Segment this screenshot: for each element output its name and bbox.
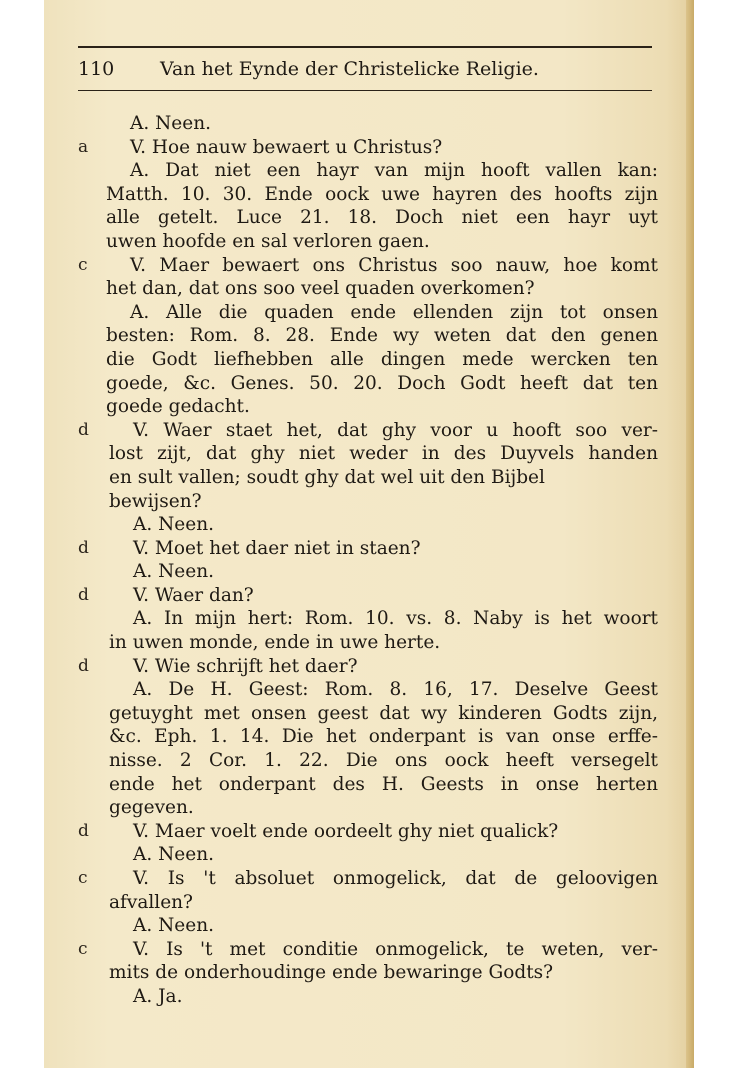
text-line (0, 136, 738, 160)
header-bottom-rule (78, 90, 652, 91)
line-text: lost zijt, dat ghy niet weder in des Duyvels handen (109, 443, 658, 465)
line-text: A. Neen. (130, 113, 212, 134)
text-line (0, 702, 738, 726)
text-line (0, 655, 738, 679)
line-text: goede, &c. Genes. 50. 20. Doch Godt heeft dat ten (106, 372, 658, 394)
margin-mark: d (78, 419, 89, 440)
running-title: Van het Eynde der Christelicke Religie. (160, 58, 539, 80)
line-text: in uwen monde, ende in uwe herte. (109, 632, 441, 654)
margin-mark: c (78, 868, 88, 888)
line-text: V. Waer dan? (133, 584, 254, 606)
text-line (0, 796, 738, 820)
text-line (0, 985, 738, 1009)
line-text: A. Neen. (133, 915, 215, 937)
line-text: A. De H. Geest: Rom. 8. 16, 17. Deselve Geest (133, 679, 658, 701)
margin-mark: c (78, 938, 88, 959)
line-text: A. Neen. (133, 561, 215, 583)
text-line (0, 490, 738, 514)
text-line (0, 914, 738, 938)
margin-mark: d (78, 655, 89, 676)
line-text: V. Wie schrijft het daer? (133, 655, 358, 677)
text-line (0, 678, 738, 702)
margin-mark: a (78, 136, 89, 157)
text-line (0, 230, 738, 254)
line-text: die Godt liefhebben alle dingen mede wercken ten (106, 348, 658, 370)
text-line (0, 419, 738, 443)
text-line (0, 631, 738, 655)
line-text: V. Hoe nauw bewaert u Christus? (130, 136, 443, 158)
text-line (0, 372, 738, 396)
line-text: Matth. 10. 30. Ende oock uwe hayren des hoofts zijn (106, 183, 658, 205)
text-line (0, 301, 738, 325)
line-text: A. Alle die quaden ende ellenden zijn tot onsen (130, 301, 658, 323)
line-text: getuyght met onsen geest dat wy kinderen Godts zijn, (109, 702, 658, 724)
line-text: afvallen? (109, 891, 193, 913)
text-line (0, 584, 738, 608)
line-text: V. Moet het daer niet in staen? (133, 537, 421, 559)
line-text: A. Neen. (133, 514, 215, 536)
text-line (0, 891, 738, 915)
line-text: A. Neen. (133, 844, 215, 866)
text-line (0, 725, 738, 749)
text-line (0, 537, 738, 561)
text-line (0, 159, 738, 183)
line-text: V. Waer staet het, dat ghy voor u hooft soo ver- (133, 419, 658, 441)
margin-mark: d (78, 584, 89, 605)
line-text: bewijsen? (109, 490, 202, 512)
line-text: alle getelt. Luce 21. 18. Doch niet een hayr uyt (106, 207, 658, 229)
text-line (0, 348, 738, 372)
page-number: 110 (78, 58, 115, 80)
text-line (0, 560, 738, 584)
line-text: A. In mijn hert: Rom. 10. vs. 8. Naby is het woort (133, 608, 658, 630)
line-text: gegeven. (109, 797, 194, 819)
page-header (78, 40, 652, 96)
line-text: uwen hoofde en sal verloren gaen. (106, 230, 430, 252)
text-line (0, 324, 738, 348)
text-line (0, 607, 738, 631)
line-text: nisse. 2 Cor. 1. 22. Die ons oock heeft versegelt (109, 750, 658, 772)
text-line (0, 513, 738, 537)
text-line (0, 254, 738, 278)
text-line (0, 183, 738, 207)
text-line (0, 277, 738, 301)
text-line (0, 395, 738, 419)
line-text: mits de onderhoudinge ende bewaringe Godts? (109, 962, 554, 984)
line-text: A. Ja. (133, 985, 183, 1007)
line-text: V. Maer voelt ende oordeelt ghy niet qualick? (133, 820, 559, 842)
margin-mark: d (78, 537, 89, 558)
line-text: &c. Eph. 1. 14. Die het onderpant is van onse erffe- (109, 726, 658, 748)
text-line (0, 206, 738, 230)
text-line (0, 442, 738, 466)
line-text: ende het onderpant des H. Geests in onse herten (109, 773, 658, 795)
margin-mark: c (78, 254, 88, 275)
text-line (0, 466, 738, 490)
header-top-rule (78, 46, 652, 48)
line-text: V. Is 't absoluet onmogelick, dat de geloovigen (133, 868, 658, 889)
text-line (0, 843, 738, 867)
text-line (0, 961, 738, 985)
text-line (0, 112, 738, 136)
line-text: en sult vallen; soudt ghy dat wel uit den Bijbel (109, 466, 545, 488)
text-line (0, 820, 738, 844)
line-text: V. Maer bewaert ons Christus soo nauw, hoe komt (130, 254, 658, 276)
page-body (0, 112, 738, 1009)
line-text: goede gedacht. (106, 396, 250, 418)
line-text: A. Dat niet een hayr van mijn hooft vallen kan: (130, 160, 658, 182)
text-line (0, 938, 738, 962)
line-text: het dan, dat ons soo veel quaden overkomen? (106, 278, 535, 300)
text-line (0, 773, 738, 797)
text-line (0, 749, 738, 773)
line-text: V. Is 't met conditie onmogelick, te weten, ver- (133, 938, 658, 960)
margin-mark: d (78, 820, 89, 841)
text-line (0, 867, 738, 891)
line-text: besten: Rom. 8. 28. Ende wy weten dat den genen (106, 325, 658, 347)
